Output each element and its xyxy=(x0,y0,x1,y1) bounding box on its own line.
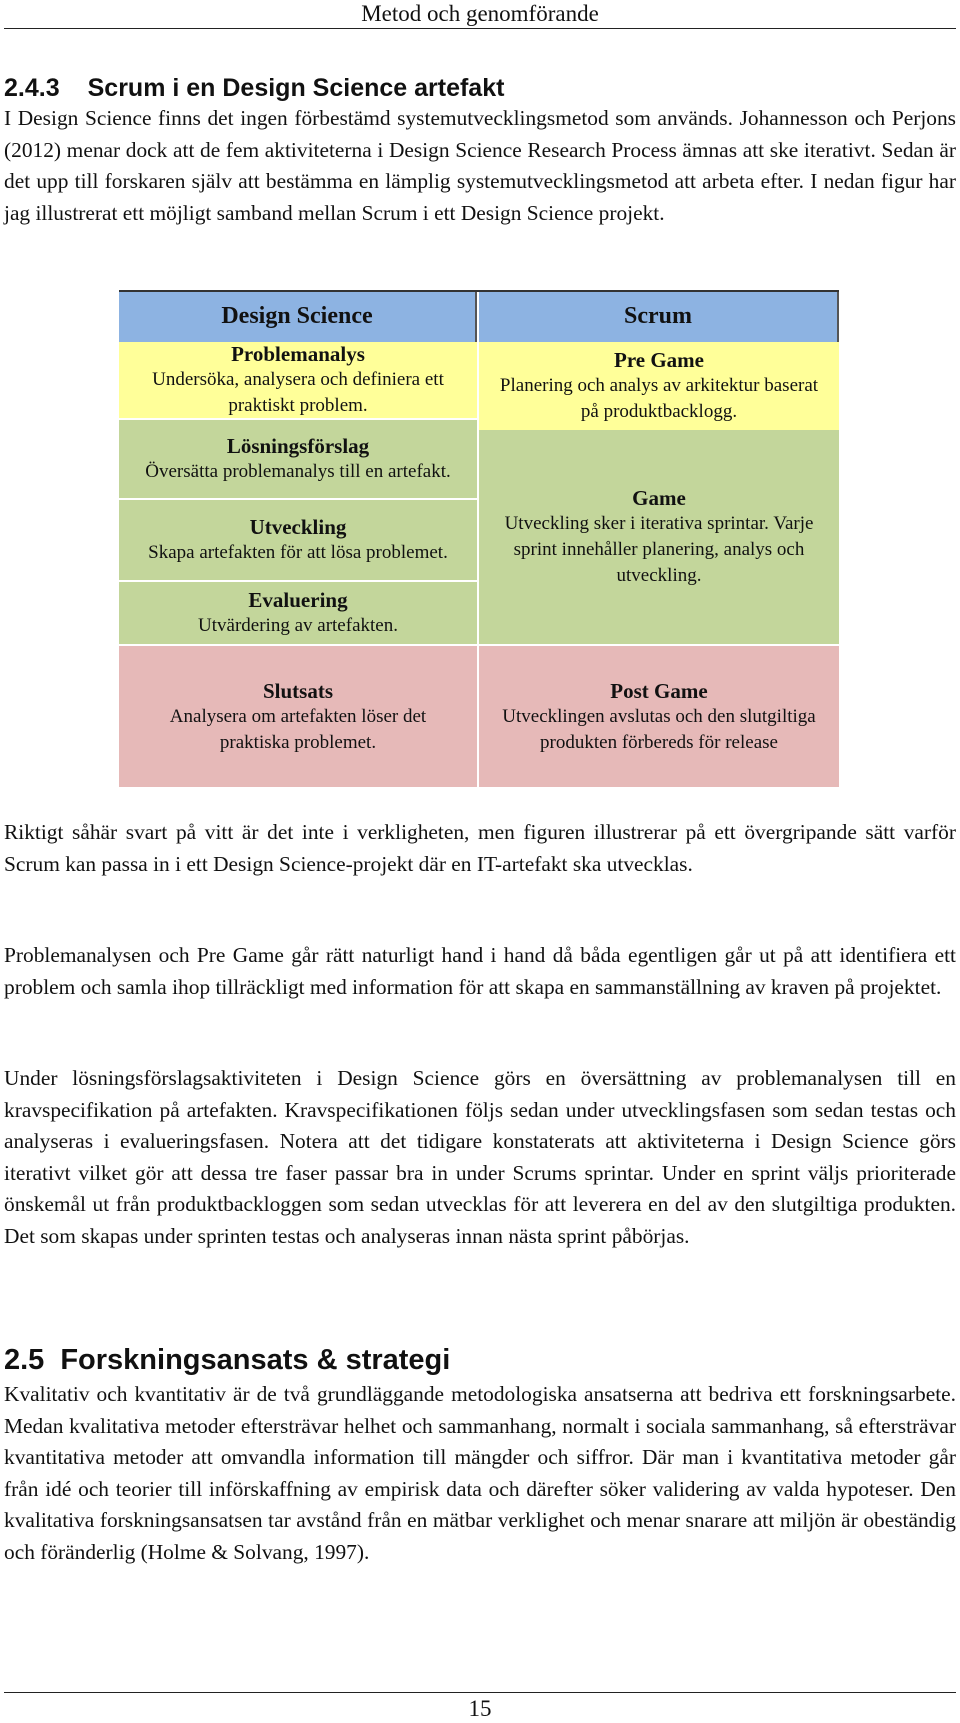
body-paragraph-2: Problemanalysen och Pre Game går rätt naturligt hand i hand då båda egentligen går ut på att identifiera ett problem och samla ihop tillräckligt med information för att skapa en sammanställning av kraven på projektet. xyxy=(4,943,956,999)
research-approach-paragraph: Kvalitativ och kvantitativ är de två grundläggande metodologiska ansatserna att bedriva ett forskningsarbete. Medan kvalitativa metoder eftersträvar helhet och sammanhang, normalt i sociala sammanhang, så eftersträvar kvantitativa metoder att omvandla information till mängder och siffror. Där man i kvantitativa metoder går från idé och teorier till införskaffning av empirisk data och därefter söker validering av valda hypoteser. Den kvalitativa forskningsansatsen tar avstånd från en mätbar verklighet och menar snarare att miljön är obeständig och föränderlig (Holme & Solvang, 1997). xyxy=(4,1382,956,1564)
cell-text: Skapa artefakten för att lösa problemet. xyxy=(148,542,448,563)
scrum-header: Scrum xyxy=(479,290,839,342)
section-heading-2-5 xyxy=(4,1343,450,1377)
post-game-cell xyxy=(479,644,839,787)
utveckling-cell xyxy=(119,498,477,580)
evaluering-cell xyxy=(119,580,477,644)
cell-text: Analysera om artefakten löser det praktiska problemet. xyxy=(169,705,427,753)
cell-title: Utveckling xyxy=(249,515,347,539)
cell-text: Utveckling sker i iterativa sprintar. Varje sprint innehåller planering, analys och utveckling. xyxy=(504,513,814,586)
page-number: 15 xyxy=(468,1696,492,1721)
section-number: 2.4.3 xyxy=(4,74,60,102)
running-header: Metod och genomförande xyxy=(361,1,599,26)
section-title: Scrum i en Design Science artefakt xyxy=(87,74,505,102)
column-divider xyxy=(477,290,479,787)
section-heading-2-4-3 xyxy=(4,73,504,103)
section-title: Forskningsansats & strategi xyxy=(60,1344,451,1376)
cell-text: Översätta problemanalys till en artefakt. xyxy=(145,461,451,482)
intro-paragraph: I Design Science finns det ingen förbestämd systemutvecklingsmetod som används. Johannesson och Perjons (2012) menar dock att de fem aktiviteterna i Design Science Research Process ämnas att ske iterativt. Sedan är det upp till forskaren själv att bestämma en lämplig systemutvecklingsmetod att arbeta efter. I nedan figur har jag illustrerat ett möjligt samband mellan Scrum i ett Design Science projekt. xyxy=(4,106,956,225)
cell-title: Slutsats xyxy=(262,678,334,703)
cell-title: Pre Game xyxy=(614,348,704,372)
body-paragraph-1: Riktigt såhär svart på vitt är det inte i verkligheten, men figuren illustrerar på ett övergripande sätt varför Scrum kan passa in i ett Design Science-projekt där en IT-artefakt ska utvecklas. xyxy=(4,820,956,876)
losningsforslag-cell xyxy=(119,418,477,498)
design-science-header: Design Science xyxy=(119,290,477,342)
cell-title: Game xyxy=(632,486,686,510)
cell-text: Utvecklingen avslutas och den slutgiltiga produkten förbereds för release xyxy=(502,705,816,753)
cell-title: Post Game xyxy=(610,678,708,703)
pre-game-cell xyxy=(479,342,839,430)
header-rule xyxy=(4,28,956,29)
cell-text: Planering och analys av arkitektur baserat på produktbacklogg. xyxy=(499,375,819,422)
section-number: 2.5 xyxy=(4,1344,45,1376)
cell-title: Lösningsförslag xyxy=(226,434,370,458)
game-cell xyxy=(479,430,839,644)
problemanalys-cell xyxy=(119,342,477,418)
slutsats-cell xyxy=(119,644,477,787)
footer-rule xyxy=(4,1692,956,1693)
scrum-design-science-figure xyxy=(119,290,839,787)
body-paragraph-3: Under lösningsförslagsaktiviteten i Design Science görs en översättning av problemanalysen till en kravspecifikation på artefakten. Kravspecifikationen följs sedan under utvecklingsfasen som sedan testas och analyseras i evalueringsfasen. Notera att det tidigare konstaterats att aktiviteterna i Design Science görs iterativt vilket gör att dessa tre faser passar bra in under Scrums sprintar. Under en sprint väljs prioriterade önskemål ut från produktbackloggen som sedan utvecklas för att leverera en del av den slutgiltiga produkten. Det som skapas under sprinten testas och analyseras innan nästa sprint påbörjas. xyxy=(4,1066,956,1248)
cell-title: Evaluering xyxy=(248,588,348,612)
figure-top-border xyxy=(119,290,839,292)
cell-title: Problemanalys xyxy=(231,342,365,366)
cell-text: Utvärdering av artefakten. xyxy=(198,615,398,636)
cell-text: Undersöka, analysera och definiera ett praktiskt problem. xyxy=(152,369,444,416)
